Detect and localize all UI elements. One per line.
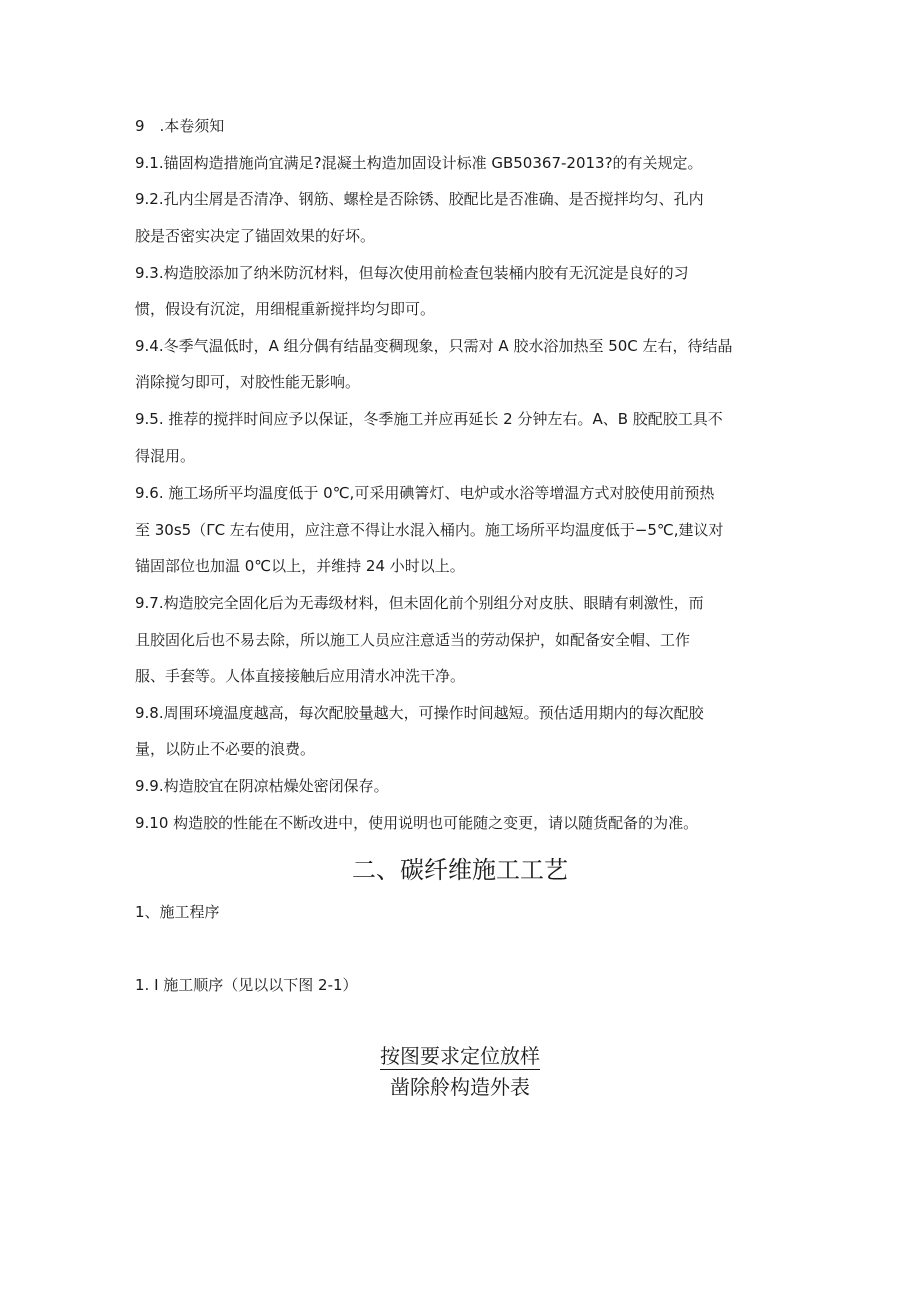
flowchart-step-2-label: 凿除舲构造外表 (390, 1075, 530, 1099)
note-9-7-line-3: 服、手套等。人体直接接触后应用清水冲洗干净。 (135, 667, 466, 685)
note-9-6-line-3: 锚固部位也加温 0℃以上，并维持 24 小时以上。 (135, 557, 465, 575)
note-9-2-line-1: 9.2.孔内尘屑是否清净、钢筋、螺栓是否除锈、胶配比是否准确、是否搅拌均匀、孔内 (135, 190, 704, 208)
note-9-6-line-2: 至 30s5（ΓC 左右使用，应注意不得让水混入桶内。施工场所平均温度低于−5℃,建议对 (135, 521, 724, 539)
note-9-4-line-2: 消除搅匀即可，对胶性能无影响。 (135, 373, 361, 391)
flowchart-step-1-label: 按图要求定位放样 (380, 1044, 540, 1068)
note-9-5-line-2: 得混用。 (135, 447, 196, 465)
note-9-9: 9.9.构造胶宜在阴凉枯燥处密闭保存。 (135, 777, 389, 795)
note-9-7-line-1: 9.7.构造胶完全固化后为无毒级材料，但未固化前个别组分对皮肤、眼睛有刺激性，而 (135, 594, 704, 612)
subsection-title: 1、施工程序 (135, 903, 220, 921)
note-9-3-line-1: 9.3.构造胶添加了纳米防沉材料，但每次使用前检查包装桶内胶有无沉淀是良好的习 (135, 264, 689, 282)
note-9-6-line-1: 9.6. 施工场所平均温度低于 0℃,可采用碘箐灯、电炉或水浴等增温方式对胶使用前预热 (135, 484, 715, 502)
note-9-4-line-1: 9.4.冬季气温低时，A 组分偶有结晶变稠现象，只需对 A 胶水浴加热至 50C 左右，待结晶 (135, 337, 733, 355)
note-9-7-line-2: 且胶固化后也不易去除，所以施工人员应注意适当的劳动保护，如配备安全帽、工作 (135, 631, 691, 649)
note-9-3-line-2: 惯，假设有沉淀，用细棍重新搅拌均匀即可。 (135, 300, 436, 318)
note-9-1: 9.1.锚固构造措施尚宜满足?混凝土构造加固设计标准 GB50367-2013?的有关规定。 (135, 154, 703, 172)
note-9-5-line-1: 9.5. 推荐的搅拌时间应予以保证，冬季施工并应再延长 2 分钟左右。A、B 胶配胶工具不 (135, 410, 723, 428)
note-9-8-line-1: 9.8.周围环境温度越高，每次配胶量越大，可操作时间越短。预估适用期内的每次配胶 (135, 704, 704, 722)
note-9-2-line-2: 胶是否密实决定了锚固效果的好坏。 (135, 227, 376, 245)
section-title: 9 .本卷须知 (135, 117, 225, 135)
note-9-8-line-2: 量，以防止不必要的浪费。 (135, 740, 316, 758)
flowchart-step-1 (0, 1043, 920, 1069)
subsection-1-1-title: 1. I 施工顺序（见以以下图 2-1） (135, 976, 358, 994)
section-heading: 二、碳纤维施工工艺 (352, 856, 568, 884)
note-9-10: 9.10 构造胶的性能在不断改进中，使用说明也可能随之变更，请以随货配备的为准。 (135, 814, 699, 832)
flowchart-step-2 (0, 1074, 920, 1100)
